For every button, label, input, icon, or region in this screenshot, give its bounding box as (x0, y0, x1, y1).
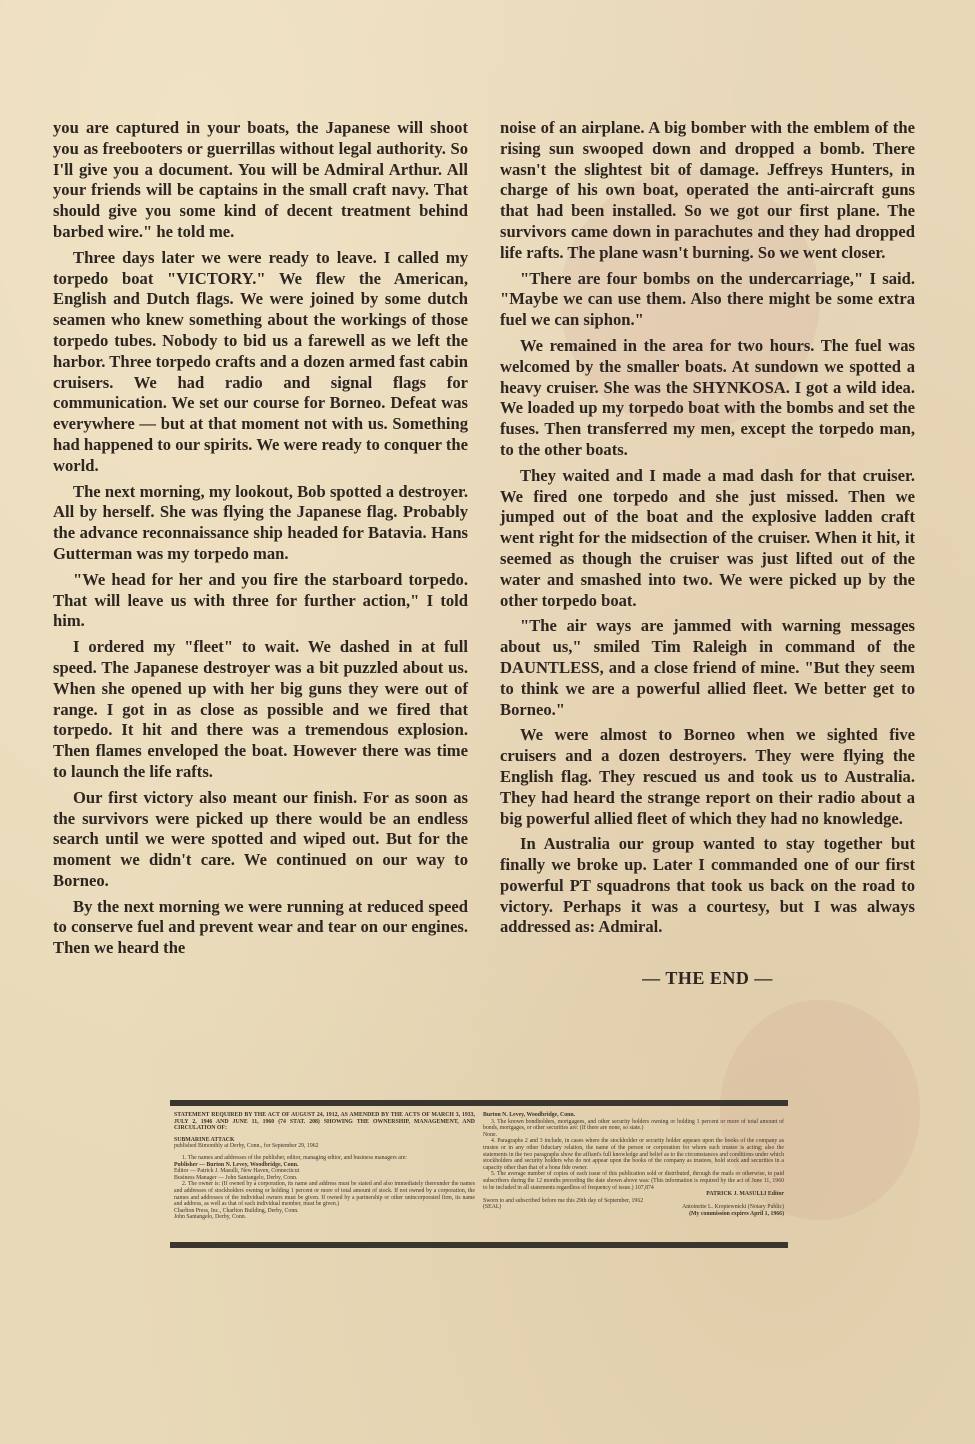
article-column-left (53, 118, 468, 964)
statement-column-right (483, 1112, 784, 1238)
statement-seal-row (483, 1204, 784, 1211)
paragraph: We were almost to Borneo when we sighted five cruisers and a dozen destroyers. They were flying the English flag. They rescued us and took us to Australia. They had heard the strange report on their radio about a big powerful allied fleet of which they had no knowledge. (500, 725, 915, 828)
statement-item-1: 1. The names and addresses of the publisher, editor, managing editor, and business managers are: (182, 1154, 407, 1161)
statement-editor: Editor — Patrick J. Masulli, New Haven, Connecticut (174, 1168, 300, 1175)
statement-published: published Bimonthly at Derby, Conn., for September 29, 1962 (174, 1143, 319, 1150)
statement-publication-title: SUBMARINE ATTACK (174, 1136, 235, 1143)
paragraph: "We head for her and you fire the starboard torpedo. That will leave us with three for further action," I told him. (53, 569, 468, 631)
statement-sworn: Sworn to and subscribed before me this 29th day of September, 1962 (483, 1197, 644, 1204)
article-column-right (500, 118, 915, 994)
paragraph: noise of an airplane. A big bomber with the emblem of the rising sun swooped down and dropped a bomb. There wasn't the slightest bit of damage. Jeffreys Hunters, in charge of his own boat, operated the anti-aircraft guns that had been installed. So we got our first plane. The survivors came down in parachutes and they had dropped life rafts. The plane wasn't burning. So we went closer. (500, 118, 915, 262)
statement-item-3: 3. The known bondholders, mortgagees, and other security holders owning or holding 1 percent or more of total amount of bonds, mortgages, or other securities are: (If there are none, so state.) (483, 1118, 784, 1132)
paragraph: Our first victory also meant our finish. For as soon as the survivors were picked up there would be an endless search until we were spotted and wiped out. But for the moment we didn't care. We continued on our way to Borneo. (53, 787, 468, 890)
paragraph: you are captured in your boats, the Japanese will shoot you as freebooters or guerrillas without legal authority. So I'll give you a document. You will be Admiral Arthur. All your friends will be captains in the small craft navy. That should give you some kind of decent treatment behind barbed wire." he told me. (53, 118, 468, 241)
statement-owner: Charlton Press, Inc., Charlton Building, Derby, Conn. (174, 1207, 299, 1214)
paragraph: Three days later we were ready to leave. I called my torpedo boat "VICTORY." We flew the American, English and Dutch flags. We were joined by some dutch seamen who knew something about the workings of those torpedo tubes. Nobody to bid us a farewell as we left the harbor. Three torpedo crafts and a dozen armed fast cabin cruisers. We had radio and signal flags for communication. We set our course for Borneo. Defeat was everywhere — but at that moment not with us. Something had happened to our spirits. We were ready to conquer the world. (53, 247, 468, 475)
paragraph: They waited and I made a mad dash for that cruiser. We fired one torpedo and she just missed. Then we jumped out of the boat and the explosive ladden craft went right for the midsection of the cruiser. When it hit, it seemed as though the cruiser was just lifted out of the water and smashed into two. We were picked up by the other torpedo boat. (500, 465, 915, 610)
statement-item-5: 5. The average number of copies of each issue of this publication sold or distributed, through the mails or otherwise, to paid subscribers during the 12 months preceding the date shown above was: (This information is required by the act of June 11, 1960 to be included in all statements regardless of frequency of issue.) 107,874 (483, 1171, 784, 1191)
the-end-mark: — THE END — (642, 968, 773, 989)
statement-seal: (SEAL) (483, 1204, 502, 1211)
paragraph: By the next morning we were running at reduced speed to conserve fuel and prevent wear and tear on our engines. Then we heard the (53, 896, 468, 958)
statement-business-manager: Business Manager — John Santangelo, Derby, Conn. (174, 1174, 298, 1181)
paragraph: "There are four bombs on the undercarriage," I said. "Maybe we can use them. Also there might be some extra fuel we can siphon." (500, 268, 915, 330)
statement-owner: John Santangelo, Derby, Conn. (174, 1214, 247, 1221)
statement-signature: PATRICK J. MASULLI Editor (706, 1191, 784, 1198)
statement-heading: STATEMENT REQUIRED BY THE ACT OF AUGUST 24, 1912, AS AMENDED BY THE ACTS OF MARCH 3, 1933, JULY 2, 1946 AND JUNE 11, 1960 (74 STAT. 208) SHOWING THE OWNERSHIP, MANAGEMENT, AND CIRCULATION OF: (174, 1112, 475, 1132)
ownership-statement-box (170, 1100, 788, 1248)
statement-column-left (174, 1112, 475, 1238)
statement-commission: (My commission expires April 1, 1966) (689, 1210, 784, 1217)
paragraph: "The air ways are jammed with warning messages about us," smiled Tim Raleigh in command of the DAUNTLESS, and a close friend of mine. "But they seem to think we are a powerful allied fleet. We better get to Borneo." (500, 616, 915, 719)
paragraph: The next morning, my lookout, Bob spotted a destroyer. All by herself. She was flying the Japanese flag. Probably the advance reconnaissance ship headed for Batavia. Hans Gutterman was my torpedo man. (53, 481, 468, 563)
paragraph: We remained in the area for two hours. The fuel was welcomed by the smaller boats. At sundown we spotted a heavy cruiser. She was the SHYNKOSA. I got a wild idea. We loaded up my torpedo boat with the bombs and set the fuses. Then transferred my men, except the torpedo man, to the other boats. (500, 335, 915, 459)
paragraph: I ordered my "fleet" to wait. We dashed in at full speed. The Japanese destroyer was a bit puzzled about us. When she opened up with her big guns they were out of range. I got in as close as possible and we fired that torpedo. It hit and there was a tremendous explosion. Then flames enveloped the boat. However there was time to launch the life rafts. (53, 637, 468, 781)
statement-item-4: 4. Paragraphs 2 and 3 include, in cases where the stockholder or security holder appears upon the books of the company as trustee or in any other fiduciary relation, the name of the person or corporation for whom such trustee is acting; also the statements in the two paragraphs show the affiant's full knowledge and belief as to the circumstances and conditions under which stockholders and security holders who do not appear upon the books of the company as trustees, hold stock and securities in a capacity other than that of a bona fide owner. (483, 1138, 784, 1171)
statement-publisher: Publisher — Burton N. Levey, Woodbridge, Conn. (174, 1161, 299, 1168)
statement-none: None. (483, 1131, 498, 1138)
statement-item-2: 2. The owner is: (If owned by a corporation, its name and address must be stated and also immediately thereunder the names and addresses of stockholders owning or holding 1 percent or more of total amount of stock. If not owned by a corporation, the names and addresses of the individual owners must be given. If owned by a partnership or other unincorporated firm, its name and address, as well as that of each individual member, must be given.) (174, 1181, 475, 1208)
statement-notary: Antoinette L. Kropiewnicki (Notary Public) (682, 1204, 784, 1211)
paragraph: In Australia our group wanted to stay together but finally we broke up. Later I commanded one of our first powerful PT squadrons that took us back on the road to victory. Perhaps it was a courtesy, but I was always addressed as: Admiral. (500, 834, 915, 937)
statement-owner: Burton N. Levey, Woodbridge, Conn. (483, 1112, 576, 1118)
